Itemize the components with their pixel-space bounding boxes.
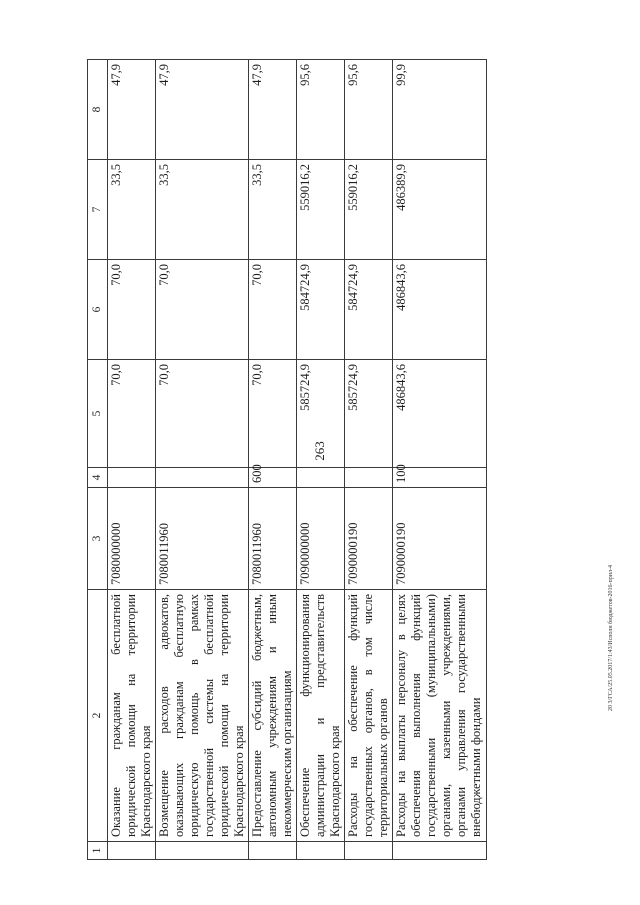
- target-code: 7090000000: [297, 488, 345, 590]
- table-row: [249, 60, 297, 860]
- approved-amount: 70,0: [156, 360, 249, 468]
- item-name: Расходы на выплаты персоналу в целях обеспечения выполнения функций государственными (муниципальными) органами, казенными учреждениями, органами управления государственными внебюджетными фондами: [393, 590, 487, 842]
- column-header: 7: [88, 160, 108, 260]
- planned-amount: 584724,9: [345, 260, 393, 360]
- item-name: Оказание гражданам бесплатной юридической помощи на территории Краснодарского края: [108, 590, 156, 842]
- approved-amount: 70,0: [108, 360, 156, 468]
- approved-amount: 585724,9: [297, 360, 345, 468]
- executed-amount: 559016,2: [345, 160, 393, 260]
- empty-cell: [108, 842, 156, 860]
- execution-percent: 47,9: [108, 60, 156, 160]
- table-row: [156, 60, 249, 860]
- budget-execution-table: [87, 59, 487, 860]
- planned-amount: 486843,6: [393, 260, 487, 360]
- executed-amount: 486389,9: [393, 160, 487, 260]
- execution-percent: 47,9: [249, 60, 297, 160]
- empty-cell: [345, 842, 393, 860]
- table-row: [345, 60, 393, 860]
- expense-type: [108, 468, 156, 488]
- expense-type: [156, 468, 249, 488]
- column-header: 3: [88, 488, 108, 590]
- empty-cell: [297, 842, 345, 860]
- target-code: 7090000190: [393, 488, 487, 590]
- target-code: 7080000000: [108, 488, 156, 590]
- item-name: Обеспечение функционирования администрации и представительств Краснодарского края: [297, 590, 345, 842]
- table-row: [108, 60, 156, 860]
- column-header: 4: [88, 468, 108, 488]
- execution-percent: 99,9: [393, 60, 487, 160]
- execution-percent: 95,6: [345, 60, 393, 160]
- expense-type: 100: [393, 468, 487, 488]
- expense-type: [345, 468, 393, 488]
- executed-amount: 33,5: [249, 160, 297, 260]
- expense-type: [297, 468, 345, 488]
- footer-file-stamp: 20 3/ГСА/25.05.2017/1:43/Исполн бюджетов-2016-прил-4: [608, 565, 614, 711]
- column-header: 5: [88, 360, 108, 468]
- table-header-row: [88, 60, 108, 860]
- column-header: 8: [88, 60, 108, 160]
- planned-amount: 70,0: [249, 260, 297, 360]
- executed-amount: 559016,2: [297, 160, 345, 260]
- table-row: [297, 60, 345, 860]
- column-header: 1: [88, 842, 108, 860]
- expense-type: 600: [249, 468, 297, 488]
- target-code: 7090000190: [345, 488, 393, 590]
- target-code: 7080011960: [156, 488, 249, 590]
- page-number: 263: [312, 441, 327, 461]
- execution-percent: 95,6: [297, 60, 345, 160]
- item-name: Расходы на обеспечение функций государственных органов, в том числе территориальных органов: [345, 590, 393, 842]
- approved-amount: 585724,9: [345, 360, 393, 468]
- executed-amount: 33,5: [108, 160, 156, 260]
- executed-amount: 33,5: [156, 160, 249, 260]
- item-name: Предоставление субсидий бюджетным, автономным учреждениям и иным некоммерческим организациям: [249, 590, 297, 842]
- item-name: Возмещение расходов адвокатов, оказывающих гражданам бесплатную юридическую помощь в рамках государственной системы бесплатной юридической помощи на территории Краснодарского края: [156, 590, 249, 842]
- empty-cell: [249, 842, 297, 860]
- approved-amount: 486843,6: [393, 360, 487, 468]
- empty-cell: [156, 842, 249, 860]
- column-header: 2: [88, 590, 108, 842]
- empty-cell: [393, 842, 487, 860]
- approved-amount: 70,0: [249, 360, 297, 468]
- planned-amount: 70,0: [156, 260, 249, 360]
- execution-percent: 47,9: [156, 60, 249, 160]
- target-code: 7080011960: [249, 488, 297, 590]
- planned-amount: 70,0: [108, 260, 156, 360]
- column-header: 6: [88, 260, 108, 360]
- table-row: [393, 60, 487, 860]
- planned-amount: 584724,9: [297, 260, 345, 360]
